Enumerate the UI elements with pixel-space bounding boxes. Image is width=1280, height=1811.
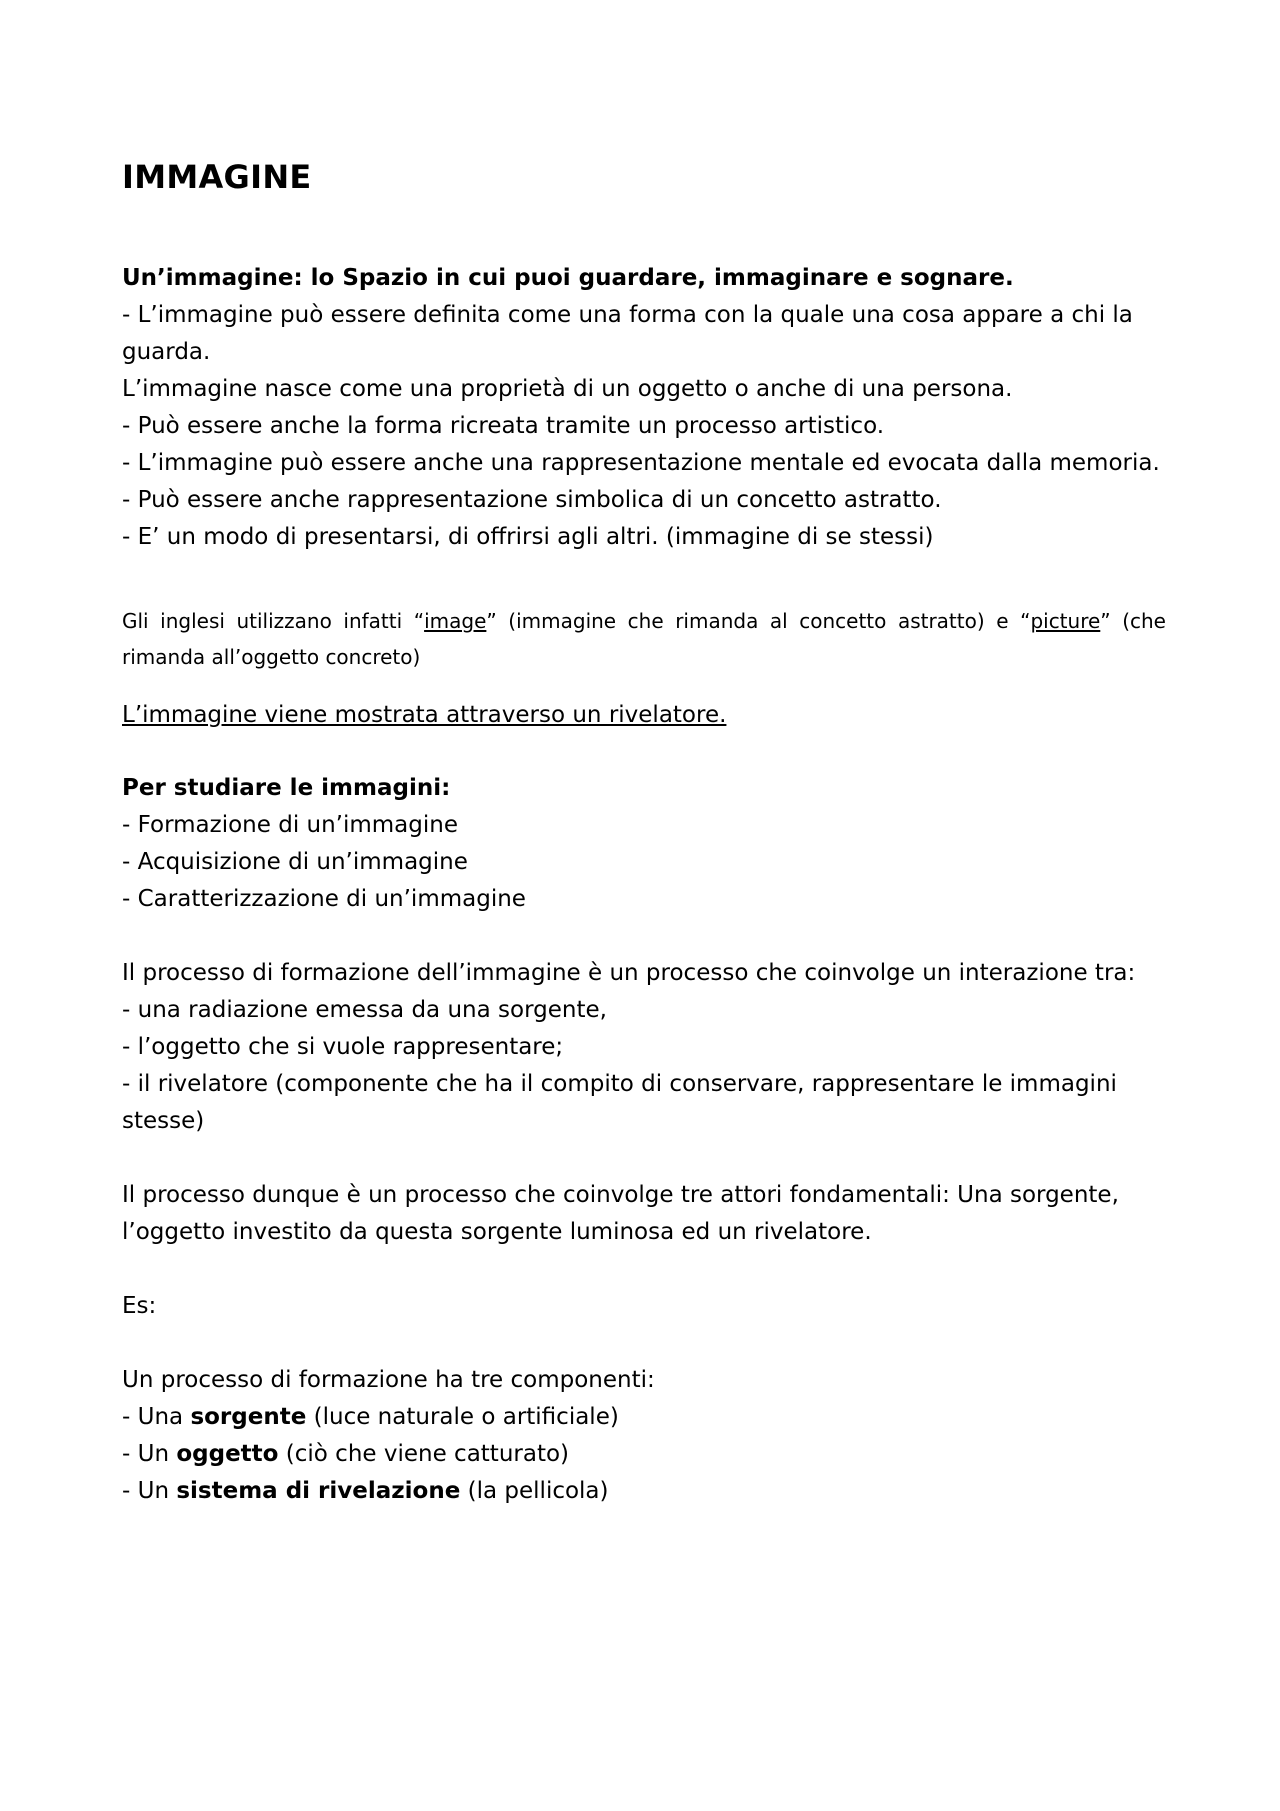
definition-line: - Può essere anche rappresentazione simbolica di un concetto astratto. <box>122 487 942 513</box>
list-item: - Acquisizione di un’immagine <box>122 849 468 875</box>
component-term: oggetto <box>176 1441 279 1467</box>
component-item <box>122 1440 569 1468</box>
component-prefix: - Una <box>122 1404 191 1430</box>
component-desc: (ciò che viene catturato) <box>278 1441 570 1467</box>
term-picture: picture <box>1030 609 1101 633</box>
process-line: - l’oggetto che si vuole rappresentare; <box>122 1034 564 1060</box>
component-item <box>122 1477 609 1505</box>
subtitle-text: Un’immagine: lo Spazio in cui puoi guardare, immaginare e sognare. <box>122 265 1014 291</box>
study-heading <box>122 774 450 802</box>
english-terms-paragraph <box>122 607 1166 635</box>
page-title: IMMAGINE <box>122 158 312 196</box>
english-text: Gli inglesi utilizzano infatti “ <box>122 609 425 633</box>
component-item <box>122 1403 619 1431</box>
definition-line: - E’ un modo di presentarsi, di offrirsi agli altri. (immagine di se stessi) <box>122 524 934 550</box>
study-heading-text: Per studiare le immagini: <box>122 775 451 801</box>
definition-line: guarda. <box>122 339 211 365</box>
english-terms-line-2: rimanda all’oggetto concreto) <box>122 645 421 669</box>
subtitle <box>122 264 1014 292</box>
rivelatore-text: L’immagine viene mostrata attraverso un rivelatore. <box>122 702 727 728</box>
process-line: - il rivelatore (componente che ha il compito di conservare, rappresentare le immagini <box>122 1071 1117 1097</box>
components-intro: Un processo di formazione ha tre componenti: <box>122 1367 655 1393</box>
definition-line: - Può essere anche la forma ricreata tramite un processo artistico. <box>122 413 885 439</box>
rivelatore-statement <box>122 701 726 729</box>
component-desc: (la pellicola) <box>460 1478 609 1504</box>
summary-line: l’oggetto investito da questa sorgente luminosa ed un rivelatore. <box>122 1219 872 1245</box>
process-line: Il processo di formazione dell’immagine è un processo che coinvolge un interazione tra: <box>122 960 1136 986</box>
list-item: - Formazione di un’immagine <box>122 812 458 838</box>
term-image: image <box>424 609 487 633</box>
definition-line: L’immagine nasce come una proprietà di un oggetto o anche di una persona. <box>122 376 1013 402</box>
example-label: Es: <box>122 1293 157 1319</box>
component-prefix: - Un <box>122 1441 177 1467</box>
component-desc: (luce naturale o artificiale) <box>306 1404 619 1430</box>
component-term: sorgente <box>190 1404 307 1430</box>
summary-line: Il processo dunque è un processo che coinvolge tre attori fondamentali: Una sorgente, <box>122 1182 1119 1208</box>
process-line: - una radiazione emessa da una sorgente, <box>122 997 607 1023</box>
english-text: ” (che <box>1100 609 1166 633</box>
english-text: ” (immagine che rimanda al concetto astratto) e “ <box>486 609 1031 633</box>
definition-line: - L’immagine può essere anche una rappresentazione mentale ed evocata dalla memoria. <box>122 450 1160 476</box>
component-prefix: - Un <box>122 1478 177 1504</box>
list-item: - Caratterizzazione di un’immagine <box>122 886 526 912</box>
definition-line: - L’immagine può essere definita come una forma con la quale una cosa appare a chi la <box>122 302 1133 328</box>
component-term: sistema di rivelazione <box>176 1478 461 1504</box>
process-line: stesse) <box>122 1108 205 1134</box>
